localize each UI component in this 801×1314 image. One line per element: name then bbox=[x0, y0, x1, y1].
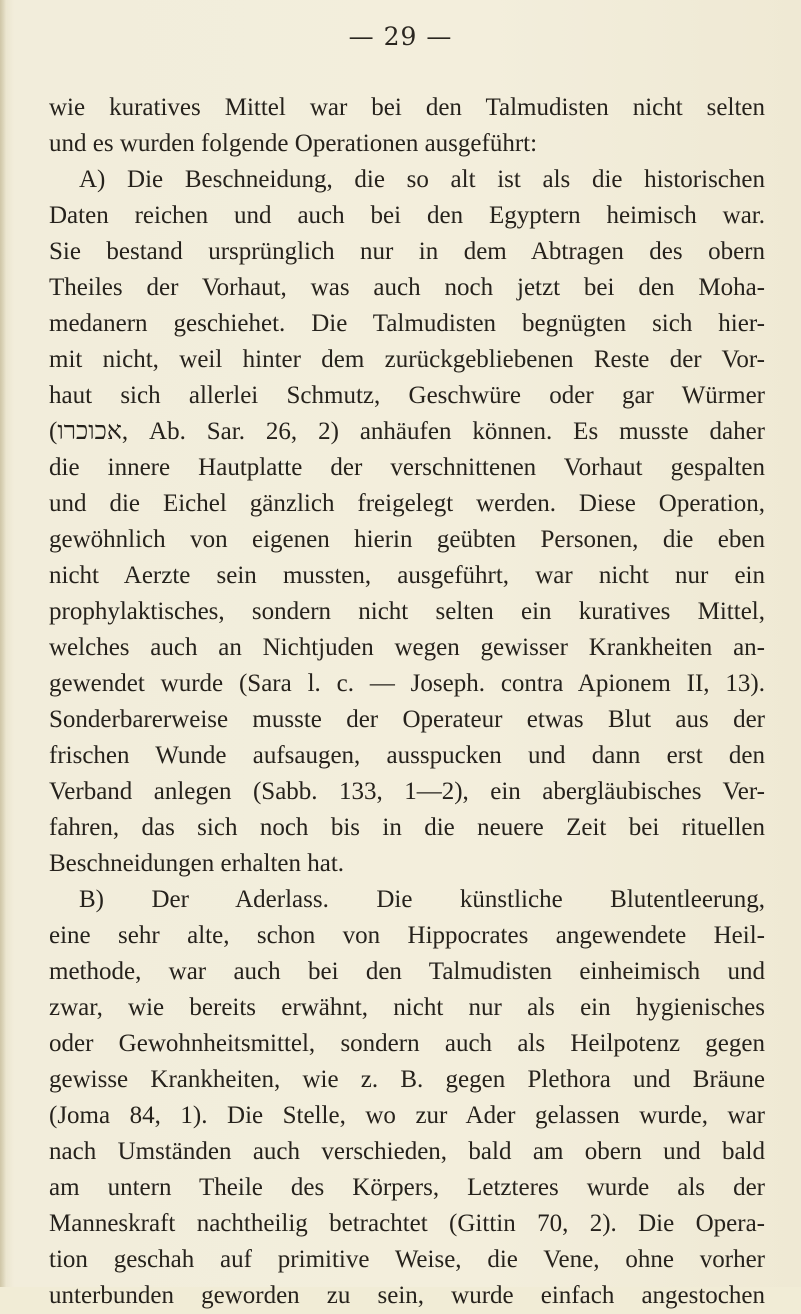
text-line: gewöhnlich von eigenen hierin geübten Personen, die eben bbox=[49, 526, 765, 553]
text-line: Sie bestand ursprünglich nur in dem Abtragen des obern bbox=[49, 238, 765, 265]
text-line: B) Der Aderlass. Die künstliche Blutentleerung, bbox=[79, 886, 765, 913]
text-line: zwar, wie bereits erwähnt, nicht nur als ein hygienisches bbox=[49, 994, 765, 1021]
text-line: und die Eichel gänzlich freigelegt werden. Diese Operation, bbox=[49, 490, 765, 517]
text-line: fahren, das sich noch bis in die neuere Zeit bei rituellen bbox=[49, 814, 765, 841]
text-line: die innere Hautplatte der verschnittenen Vorhaut gespalten bbox=[49, 454, 765, 481]
text-line: oder Gewohnheitsmittel, sondern auch als Heilpotenz gegen bbox=[49, 1030, 765, 1057]
text-line: frischen Wunde aufsaugen, ausspucken und dann erst den bbox=[49, 742, 765, 769]
text-line: tion geschah auf primitive Weise, die Vene, ohne vorher bbox=[49, 1246, 765, 1273]
text-line: gewendet wurde (Sara l. c. — Joseph. contra Apionem II, 13). bbox=[49, 670, 765, 697]
text-line: (אכוכרו, Ab. Sar. 26, 2) anhäufen können. Es musste daher bbox=[49, 418, 765, 445]
text-line: Daten reichen und auch bei den Egyptern heimisch war. bbox=[49, 202, 765, 229]
text-line: methode, war auch bei den Talmudisten einheimisch und bbox=[49, 958, 765, 985]
text-line: medanern geschiehet. Die Talmudisten begnügten sich hier- bbox=[49, 310, 765, 337]
text-line: prophylaktisches, sondern nicht selten ein kuratives Mittel, bbox=[49, 598, 765, 625]
text-line: A) Die Beschneidung, die so alt ist als die historischen bbox=[79, 166, 765, 193]
text-line: welches auch an Nichtjuden wegen gewisser Krankheiten an- bbox=[49, 634, 765, 661]
text-line: (Joma 84, 1). Die Stelle, wo zur Ader gelassen wurde, war bbox=[49, 1102, 765, 1129]
text-line: haut sich allerlei Schmutz, Geschwüre oder gar Würmer bbox=[49, 382, 765, 409]
text-line: mit nicht, weil hinter dem zurückgebliebenen Reste der Vor- bbox=[49, 346, 765, 373]
page-spine-shadow bbox=[0, 0, 6, 1287]
text-line: Beschneidungen erhalten hat. bbox=[49, 850, 345, 877]
text-line: eine sehr alte, schon von Hippocrates angewendete Heil- bbox=[49, 922, 765, 949]
text-line: Manneskraft nachtheilig betrachtet (Gittin 70, 2). Die Opera- bbox=[49, 1210, 765, 1237]
text-line: unterbunden geworden zu sein, wurde einfach angestochen bbox=[49, 1282, 765, 1309]
body-text bbox=[49, 90, 765, 1314]
text-line: am untern Theile des Körpers, Letzteres wurde als der bbox=[49, 1174, 765, 1201]
text-line: gewisse Krankheiten, wie z. B. gegen Plethora und Bräune bbox=[49, 1066, 765, 1093]
page-number: — 29 — bbox=[348, 22, 453, 51]
text-line: und es wurden folgende Operationen ausgeführt: bbox=[49, 130, 538, 157]
text-line: wie kuratives Mittel war bei den Talmudisten nicht selten bbox=[49, 94, 765, 121]
text-line: nicht Aerzte sein mussten, ausgeführt, war nicht nur ein bbox=[49, 562, 765, 589]
text-line: Verband anlegen (Sabb. 133, 1—2), ein abergläubisches Ver- bbox=[49, 778, 765, 805]
text-line: Sonderbarerweise musste der Operateur etwas Blut aus der bbox=[49, 706, 765, 733]
text-line: Theiles der Vorhaut, was auch noch jetzt bei den Moha- bbox=[49, 274, 765, 301]
text-line: nach Umständen auch verschieden, bald am obern und bald bbox=[49, 1138, 765, 1165]
